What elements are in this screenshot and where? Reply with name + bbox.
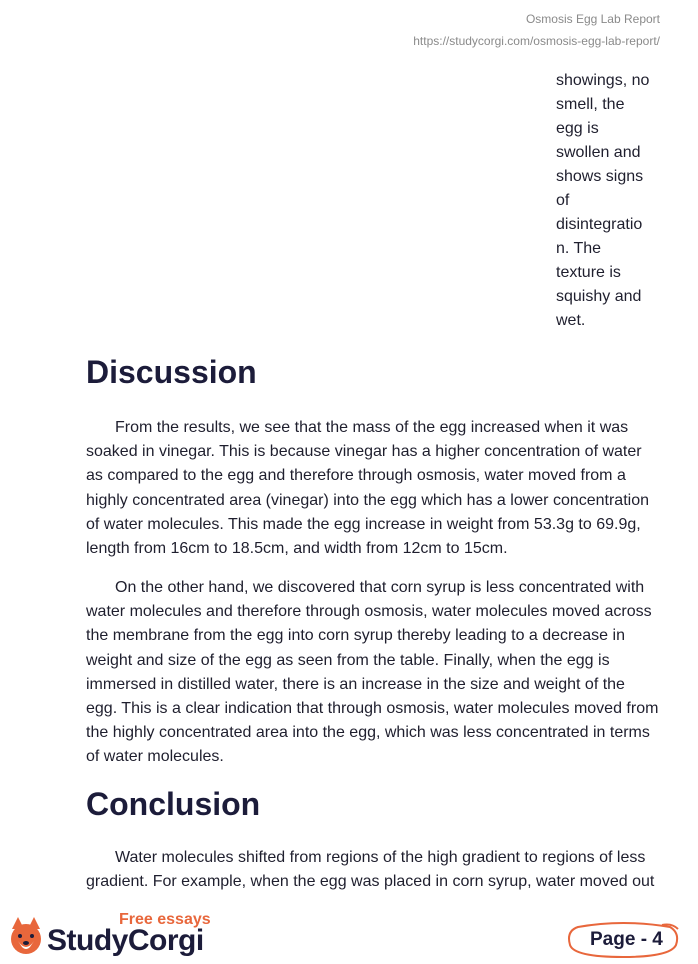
- free-essays-tagline: Free essays: [119, 911, 211, 928]
- page-number: Page - 4: [590, 929, 663, 950]
- text-line: gradient. For example, when the egg was placed in corn syrup, water moved out: [86, 873, 655, 891]
- discussion-paragraph-2: [86, 576, 661, 770]
- text-line: of water molecules. This made the egg increase in weight from 53.3g to 69.9g,: [86, 515, 641, 533]
- text-line: soaked in vinegar. This is because vinegar has a higher concentration of water: [86, 443, 642, 461]
- text-line: On the other hand, we discovered that corn syrup is less concentrated with: [115, 579, 645, 596]
- cell-line: of: [556, 192, 570, 209]
- text-line: of water molecules.: [86, 748, 224, 766]
- document-url[interactable]: https://studycorgi.com/osmosis-egg-lab-report/: [413, 34, 660, 48]
- conclusion-paragraph-1: [86, 846, 661, 894]
- cell-line: shows signs: [556, 168, 644, 185]
- text-line: the membrane from the egg into corn syrup thereby leading to a decrease in: [86, 627, 625, 645]
- cell-line: disintegratio: [556, 216, 643, 233]
- brand-name[interactable]: StudyCorgi: [47, 924, 204, 957]
- conclusion-heading: Conclusion: [86, 786, 261, 822]
- text-line: Water molecules shifted from regions of the high gradient to regions of less: [115, 849, 646, 866]
- text-line: as compared to the egg and therefore through osmosis, water moved from a: [86, 467, 626, 485]
- cell-line: egg is: [556, 120, 599, 137]
- cell-line: n. The: [556, 240, 602, 257]
- discussion-heading: Discussion: [86, 354, 257, 390]
- text-line: egg. This is a clear indication that through osmosis, water molecules moved from: [86, 700, 659, 718]
- discussion-paragraph-1: [86, 416, 661, 561]
- document-title: Osmosis Egg Lab Report: [525, 12, 660, 26]
- text-line: weight and size of the egg as seen from the table. Finally, when the egg is: [86, 651, 610, 669]
- table-cell-observation: [556, 69, 656, 333]
- cell-line: smell, the: [556, 96, 625, 113]
- cell-line: swollen and: [556, 144, 641, 161]
- text-line: length from 16cm to 18.5cm, and width from 12cm to 15cm.: [86, 540, 508, 558]
- cell-line: wet.: [556, 312, 586, 329]
- cell-line: texture is: [556, 264, 621, 281]
- cell-line: showings, no: [556, 72, 650, 89]
- cell-line: squishy and: [556, 288, 642, 305]
- text-line: water molecules and therefore through osmosis, water molecules moved across: [86, 603, 652, 621]
- text-line: From the results, we see that the mass of the egg increased when it was: [115, 419, 629, 436]
- text-line: immersed in distilled water, there is an increase in the size and weight of the: [86, 675, 625, 693]
- text-line: the highly concentrated area into the egg, which was less concentrated in terms: [86, 724, 650, 742]
- text-line: highly concentrated area (vinegar) into the egg which has a lower concentration: [86, 491, 649, 509]
